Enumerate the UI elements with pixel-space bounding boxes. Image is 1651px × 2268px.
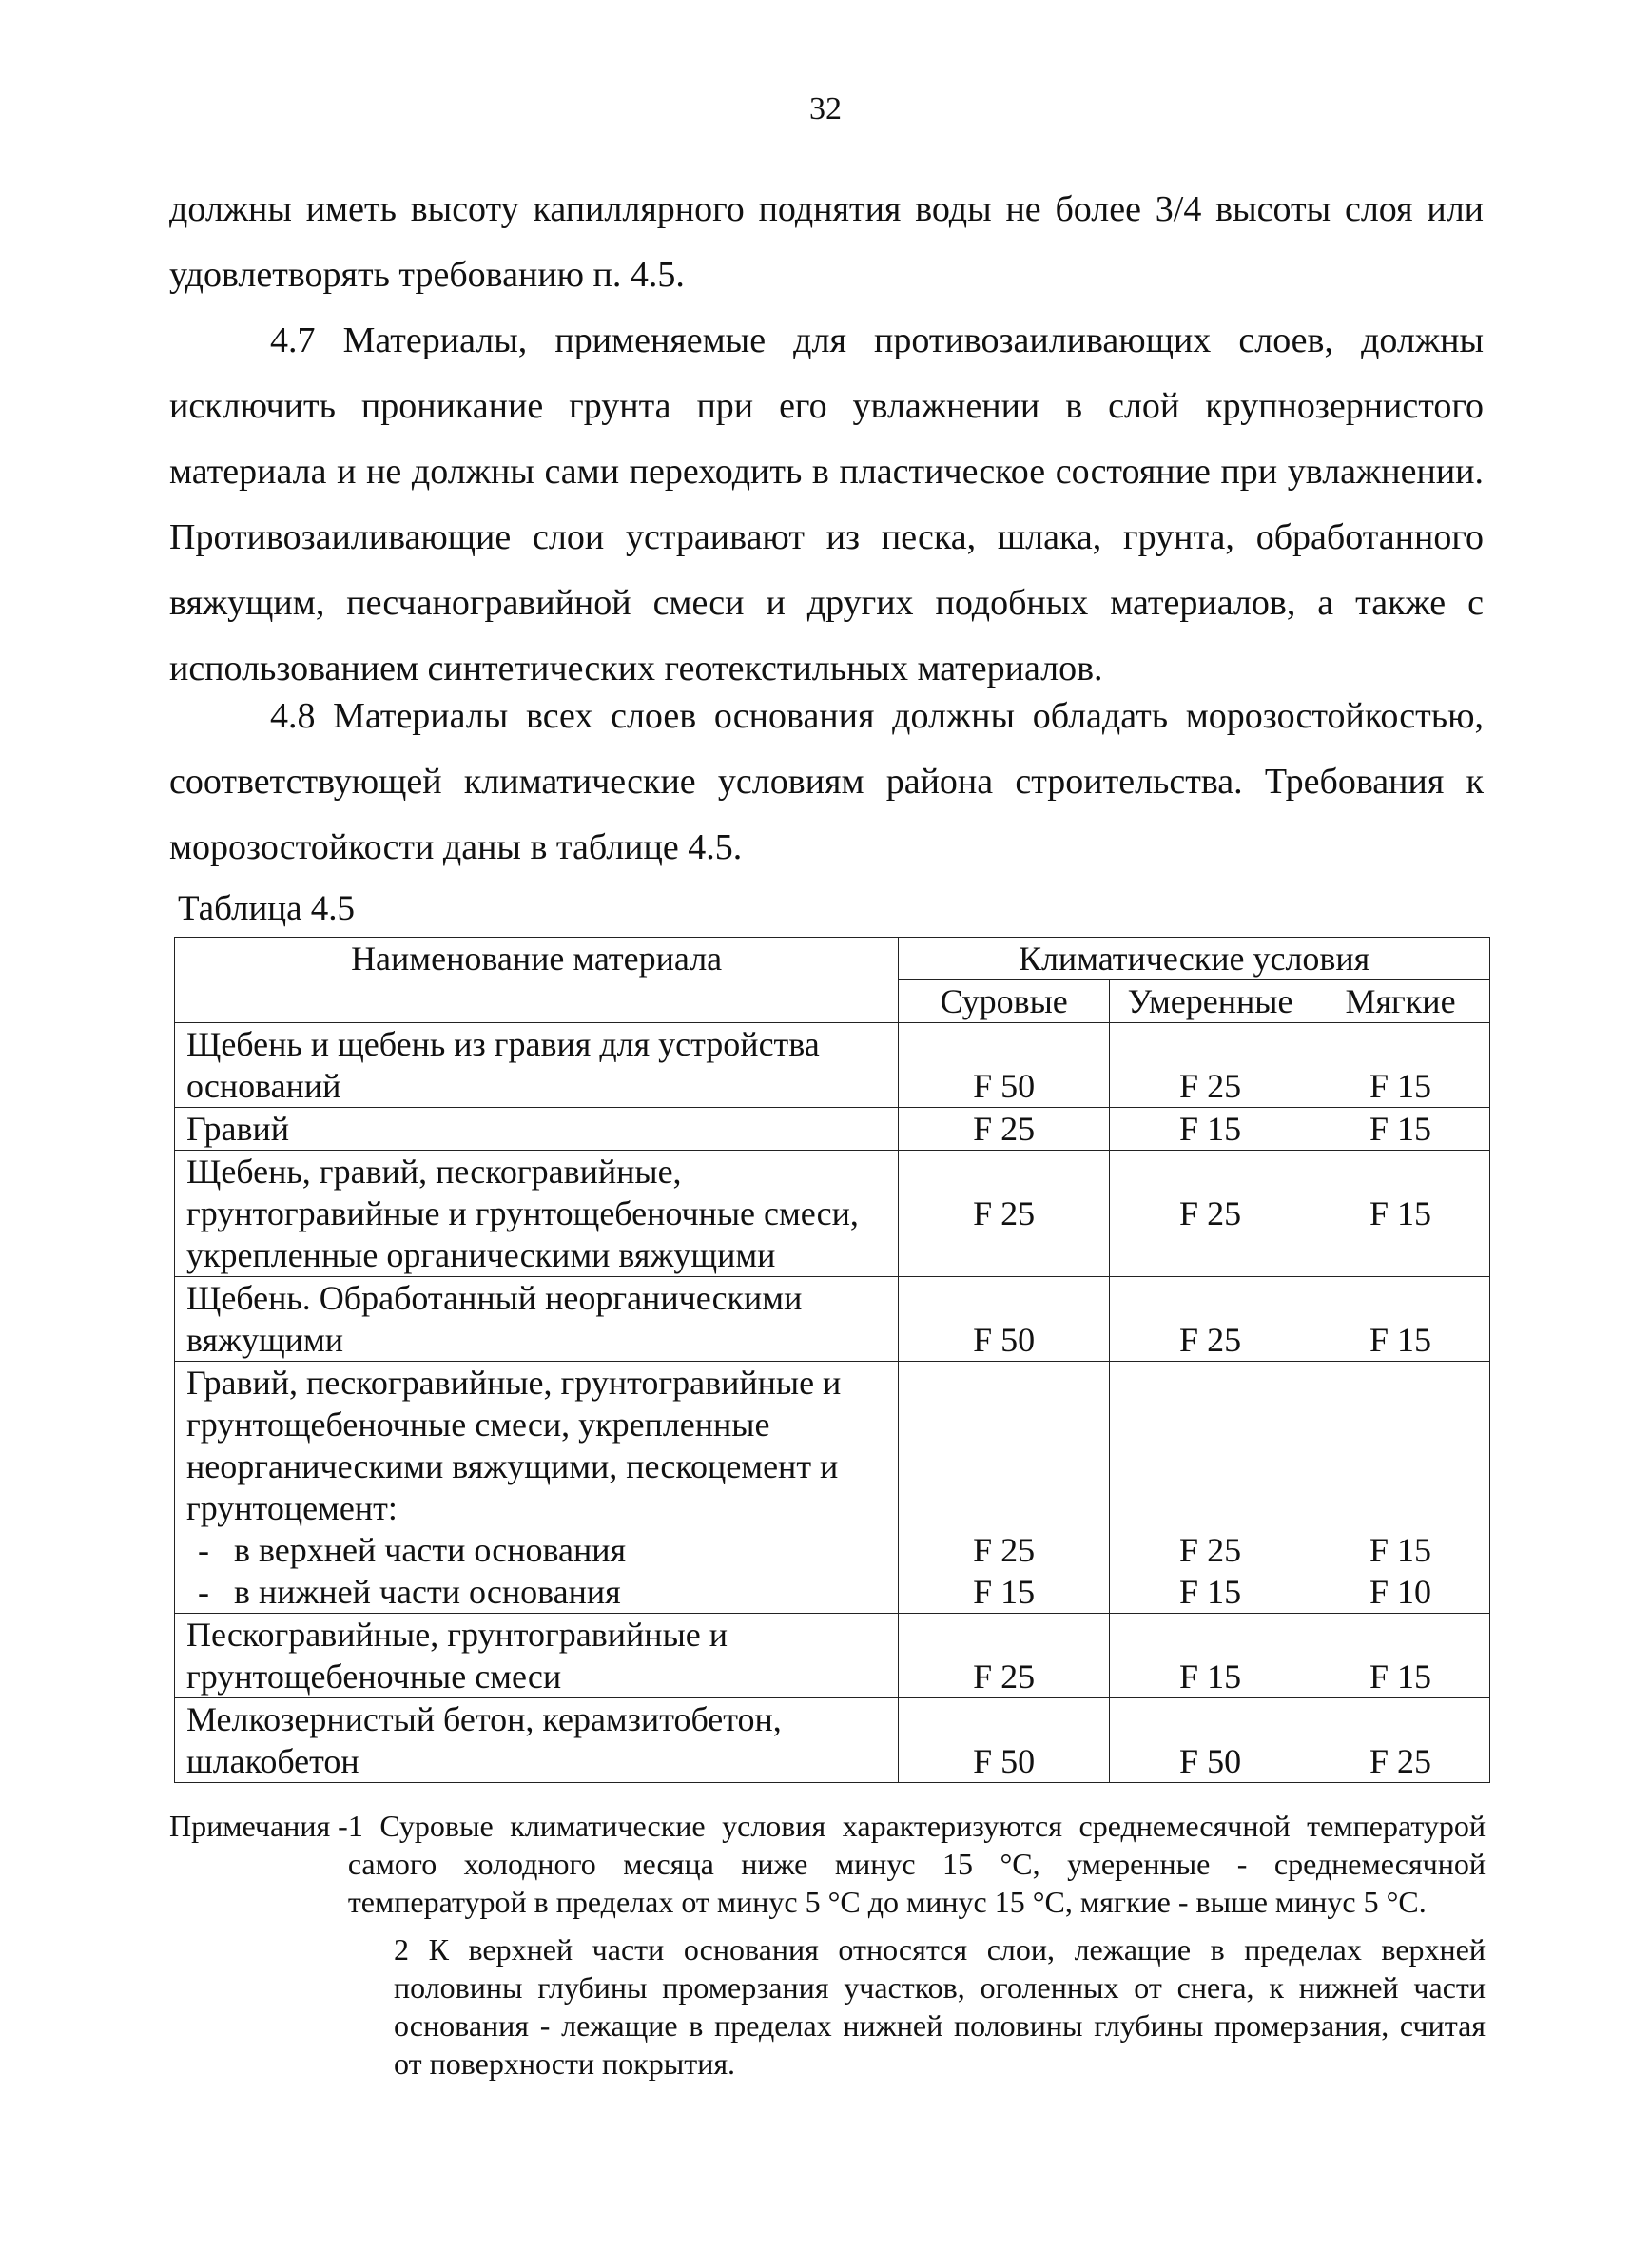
material-name: Пескогравийные, грунтогравийные и грунтощебеночные смеси <box>175 1614 899 1698</box>
note-1 <box>169 1807 1486 1921</box>
table-row <box>175 1151 1490 1277</box>
value-moderate: F 15 <box>1110 1108 1311 1151</box>
value-moderate: F 25 <box>1110 1277 1311 1362</box>
value-lower: F 15 <box>973 1573 1036 1611</box>
value-mild: F 15 <box>1311 1151 1490 1277</box>
value-moderate: F 15 <box>1110 1614 1311 1698</box>
value-upper: F 25 <box>973 1531 1036 1569</box>
table-header-row <box>175 938 1490 980</box>
value-severe: F 25 <box>899 1614 1110 1698</box>
note-1-text: 1 Суровые климатические условия характеризуются среднемесячной температурой самого холодного месяца ниже минус 15 °С, умеренные - среднемесячной температурой в пределах от минус 5 °С до минус 15 °С, мягкие - выше минус 5 °С. <box>347 1809 1486 1919</box>
sub-item-lower: - в нижней части основания <box>186 1571 886 1613</box>
paragraph-continuation: должны иметь высоту капиллярного поднятия воды не более 3/4 высоты слоя или удовлетворять требованию п. 4.5. <box>169 189 1484 295</box>
value-mild: F 15 <box>1311 1108 1490 1151</box>
table-row <box>175 1362 1490 1614</box>
material-name-group <box>175 1362 899 1614</box>
body-text <box>169 177 1484 702</box>
material-name: Щебень. Обработанный неорганическими вяжущими <box>175 1277 899 1362</box>
value-moderate: F 25 <box>1110 1023 1311 1108</box>
value-mild: F 15 <box>1311 1614 1490 1698</box>
value-mild: F 15 <box>1311 1023 1490 1108</box>
header-material: Наименование материала <box>175 938 899 1023</box>
table-row <box>175 1614 1490 1698</box>
note-2-text: 2 К верхней части основания относятся слои, лежащие в пределах верхней половины глубины промерзания участков, оголенных от снега, к нижней части основания - лежащие в пределах нижней половины глубины промерзания, считая от поверхности покрытия. <box>394 1932 1486 2081</box>
value-severe: F 25 <box>899 1108 1110 1151</box>
material-name: Щебень и щебень из гравия для устройства оснований <box>175 1023 899 1108</box>
paragraph-4-8: 4.8 Материалы всех слоев основания должны обладать морозостойкостью, соответствующей климатические условиям района строительства. Требования к морозостойкости даны в таблице 4.5. <box>169 696 1484 867</box>
header-moderate: Умеренные <box>1110 980 1311 1023</box>
table-row <box>175 1698 1490 1783</box>
table-row <box>175 1108 1490 1151</box>
value-severe: F 25 <box>899 1151 1110 1277</box>
table-row <box>175 1023 1490 1108</box>
value-severe: F 50 <box>899 1023 1110 1108</box>
table-row <box>175 1277 1490 1362</box>
table-caption: Таблица 4.5 <box>178 889 355 928</box>
material-name: Мелкозернистый бетон, керамзитобетон, шлакобетон <box>175 1698 899 1783</box>
value-lower: F 10 <box>1369 1573 1432 1611</box>
value-moderate: F 25 <box>1110 1151 1311 1277</box>
material-name: Гравий <box>175 1108 899 1151</box>
header-climate-conditions: Климатические условия <box>899 938 1490 980</box>
frost-resistance-table <box>174 937 1490 1783</box>
paragraph-4-7: 4.7 Материалы, применяемые для противозаиливающих слоев, должны исключить проникание грунта при его увлажнении в слой крупнозернистого материала и не должны сами переходить в пластическое состояние при увлажнении. Противозаиливающие слои устраивают из песка, шлака, грунта, обработанного вяжущим, песчаногравийной смеси и других подобных материалов, а также с использованием синтетических геотекстильных материалов. <box>169 320 1484 688</box>
value-moderate: F 50 <box>1110 1698 1311 1783</box>
value-severe: F 50 <box>899 1698 1110 1783</box>
value-upper: F 15 <box>1369 1531 1432 1569</box>
material-name: Щебень, гравий, пескогравийные, грунтогравийные и грунтощебеночные смеси, укрепленные органическими вяжущими <box>175 1151 899 1277</box>
value-mild <box>1311 1362 1490 1614</box>
page-number: 32 <box>809 91 842 126</box>
value-moderate <box>1110 1362 1311 1614</box>
value-mild: F 25 <box>1311 1698 1490 1783</box>
value-lower: F 15 <box>1179 1573 1242 1611</box>
value-mild: F 15 <box>1311 1277 1490 1362</box>
table-notes <box>169 1807 1486 2083</box>
header-mild: Мягкие <box>1311 980 1490 1023</box>
value-upper: F 25 <box>1179 1531 1242 1569</box>
value-severe <box>899 1362 1110 1614</box>
material-name: Гравий, пескогравийные, грунтогравийные и грунтощебеночные смеси, укрепленные неорганическими вяжущими, пескоцемент и грунтоцемент: <box>186 1364 842 1527</box>
value-severe: F 50 <box>899 1277 1110 1362</box>
header-severe: Суровые <box>899 980 1110 1023</box>
body-text-2 <box>169 684 1484 881</box>
notes-label: Примечания - <box>169 1809 348 1843</box>
sub-item-upper: - в верхней части основания <box>186 1529 886 1571</box>
